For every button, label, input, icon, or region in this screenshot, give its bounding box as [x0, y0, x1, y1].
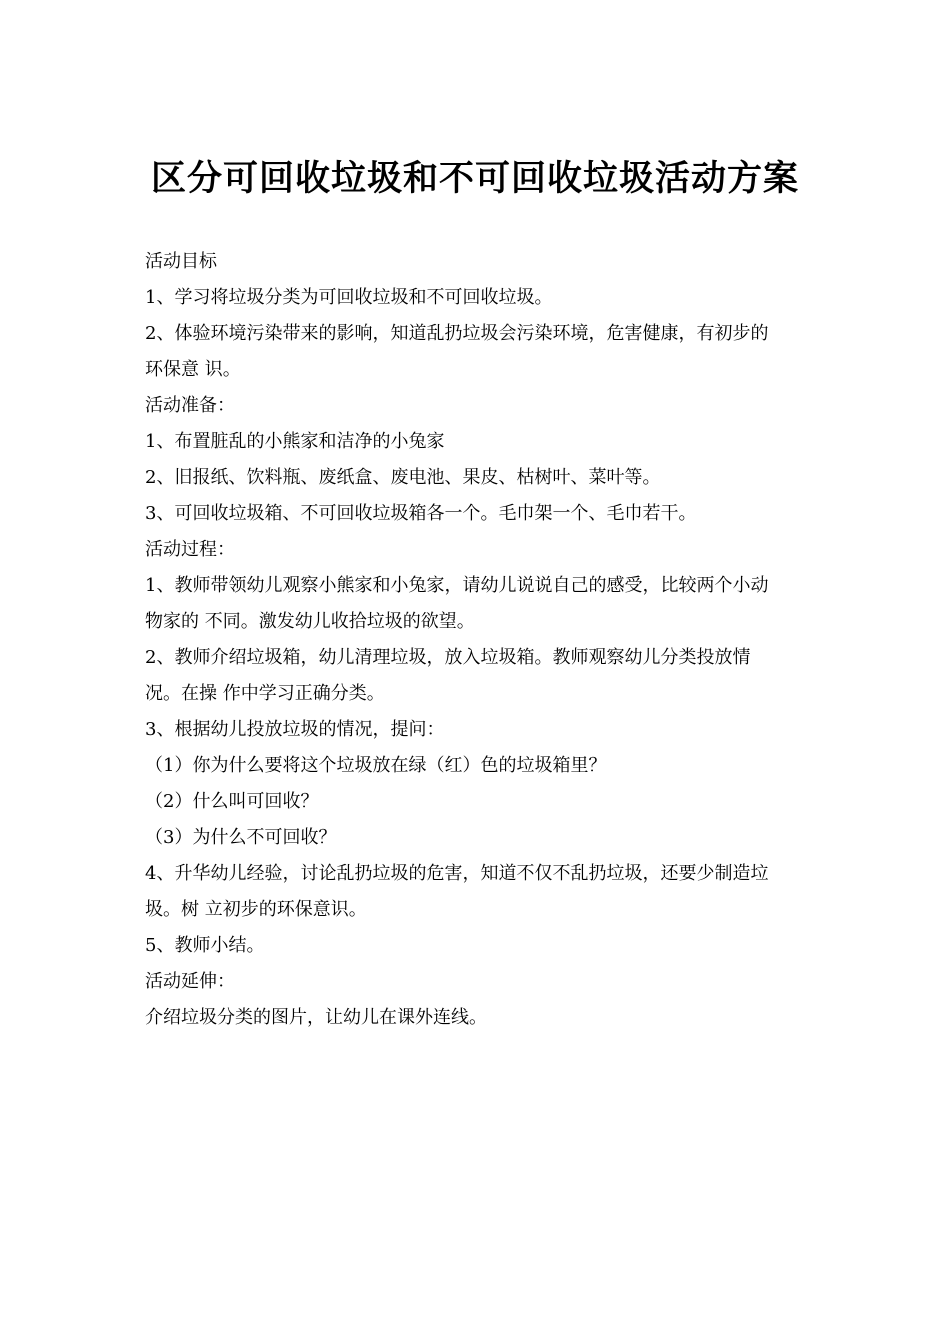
- section-heading-goals: 活动目标: [145, 251, 217, 272]
- question-line: （2）什么叫可回收？: [145, 791, 319, 812]
- paragraph-line: 2、旧报纸、饮料瓶、废纸盒、废电池、果皮、枯树叶、菜叶等。: [145, 467, 661, 488]
- paragraph-line: 3、可回收垃圾箱、不可回收垃圾箱各一个。毛巾架一个、毛巾若干。: [145, 503, 697, 524]
- paragraph-line: 环保意 识。: [145, 359, 241, 380]
- document-title: 区分可回收垃圾和不可回收垃圾活动方案: [150, 158, 799, 199]
- paragraph-line: 1、布置脏乱的小熊家和洁净的小兔家: [145, 431, 445, 452]
- paragraph-line: 3、根据幼儿投放垃圾的情况，提问：: [145, 719, 445, 740]
- document-body: [145, 244, 810, 1036]
- paragraph-line: 2、教师介绍垃圾箱，幼儿清理垃圾，放入垃圾箱。教师观察幼儿分类投放情: [145, 647, 751, 668]
- paragraph-line: 4、升华幼儿经验，讨论乱扔垃圾的危害，知道不仅不乱扔垃圾，还要少制造垃: [145, 863, 769, 884]
- paragraph-line: 物家的 不同。激发幼儿收拾垃圾的欲望。: [145, 611, 475, 632]
- section-heading-preparation: 活动准备：: [145, 395, 235, 416]
- paragraph-line: 介绍垃圾分类的图片，让幼儿在课外连线。: [145, 1007, 487, 1028]
- section-heading-extension: 活动延伸：: [145, 971, 235, 992]
- question-line: （1）你为什么要将这个垃圾放在绿（红）色的垃圾箱里？: [145, 755, 607, 776]
- paragraph-line: 圾。树 立初步的环保意识。: [145, 899, 367, 920]
- paragraph-line: 2、体验环境污染带来的影响，知道乱扔垃圾会污染环境，危害健康，有初步的: [145, 323, 769, 344]
- paragraph-line: 况。在操 作中学习正确分类。: [145, 683, 385, 704]
- paragraph-line: 1、教师带领幼儿观察小熊家和小兔家，请幼儿说说自己的感受，比较两个小动: [145, 575, 769, 596]
- question-line: （3）为什么不可回收？: [145, 827, 337, 848]
- paragraph-line: 1、学习将垃圾分类为可回收垃圾和不可回收垃圾。: [145, 287, 553, 308]
- section-heading-process: 活动过程：: [145, 539, 235, 560]
- paragraph-line: 5、教师小结。: [145, 935, 265, 956]
